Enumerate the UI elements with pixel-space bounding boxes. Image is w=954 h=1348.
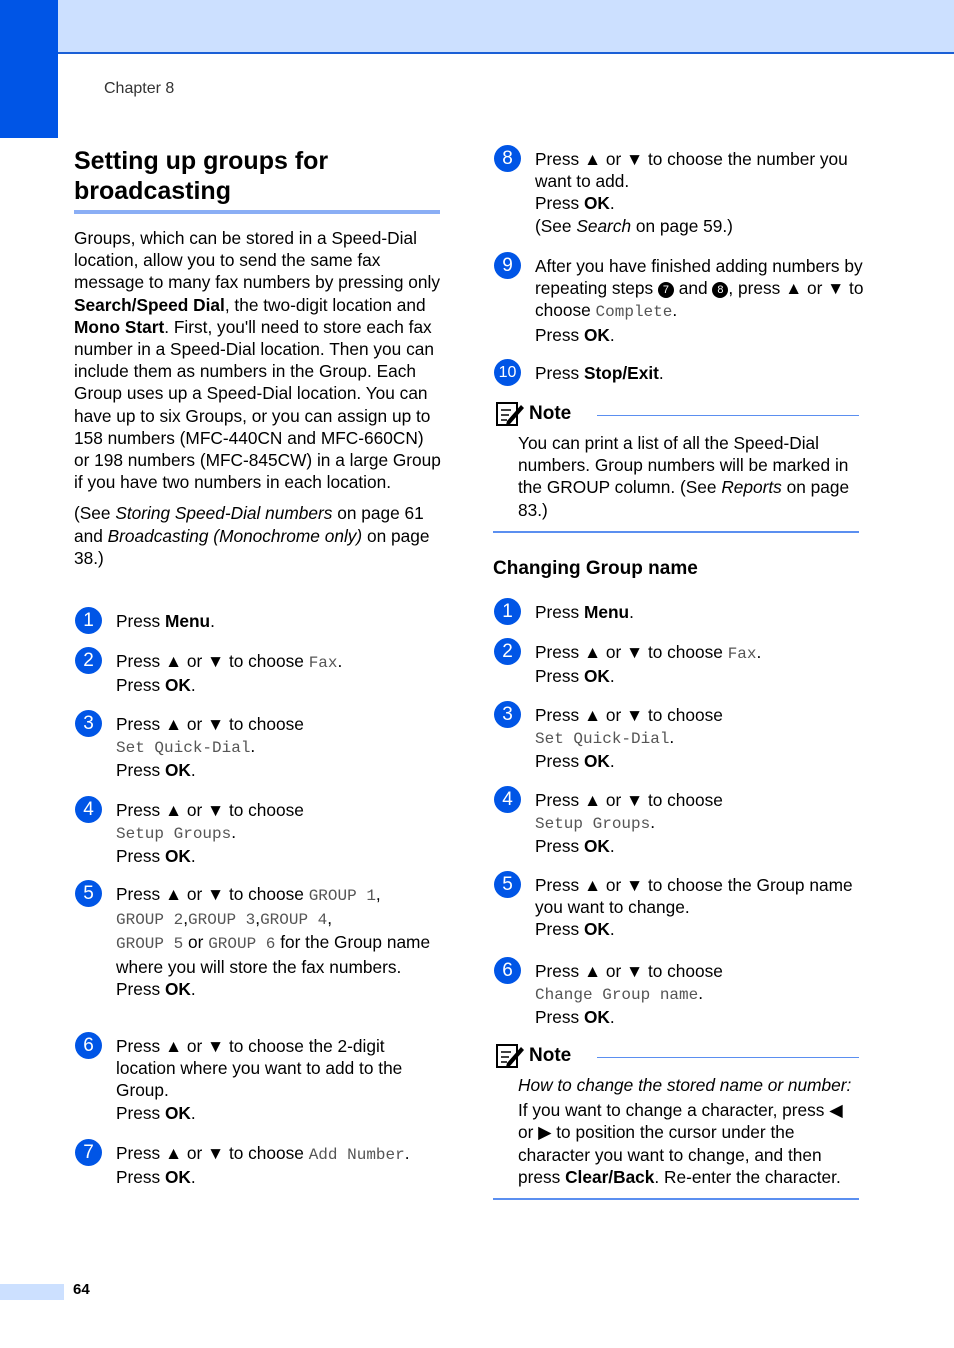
note-rule [597, 1057, 859, 1058]
step-number: 6 [75, 1032, 102, 1059]
note-label: Note [529, 1045, 572, 1066]
page-title: Setting up groups for broadcasting [74, 147, 329, 205]
title-rule [74, 210, 440, 214]
left-step-3: 3 Press ▲ or ▼ to choose Set Quick-Dial. Press OK. [116, 713, 446, 782]
section-subtitle: Changing Group name [493, 558, 698, 579]
note-rule [597, 415, 859, 416]
step-number: 6 [494, 957, 521, 984]
step-number: 3 [75, 710, 102, 737]
step-number: 5 [75, 880, 102, 907]
step-number: 4 [75, 796, 102, 823]
step-number: 7 [75, 1139, 102, 1166]
intro-paragraph: Groups, which can be stored in a Speed-Dial location, allow you to send the same fax message to many fax numbers by pressing only Search/Speed Dial, the two-digit location and Mono Start. First, you'll need to store each fax number in a Speed-Dial location. Then you can include them as numbers in the Group. Each Group uses up a Speed-Dial location. You can have up to six Groups, or you can assign up to 158 numbers (MFC-440CN and MFC-660CN) or 198 numbers (MFC-845CW) in a large Group if you have two numbers in each location. [74, 228, 441, 493]
step-ref-8: 8 [712, 282, 728, 298]
right-step-3: 3 Press ▲ or ▼ to choose Set Quick-Dial. Press OK. [535, 704, 865, 773]
right-step-9: 9 After you have finished adding numbers by repeating steps 7 and 8 , press ▲ or ▼ to choose Complete. Press OK. [535, 255, 865, 346]
step-number: 5 [494, 871, 521, 898]
footer-bar [0, 1284, 64, 1300]
step-number: 1 [75, 607, 102, 634]
intro [74, 227, 442, 569]
note-print-list [493, 400, 859, 533]
right-step-4: 4 Press ▲ or ▼ to choose Setup Groups. Press OK. [535, 789, 865, 858]
chapter-label: Chapter 8 [104, 80, 175, 97]
left-step-1: 1 Press Menu. [116, 610, 446, 632]
page-number: 64 [73, 1281, 90, 1298]
step-number: 4 [494, 786, 521, 813]
chapter-tab [0, 0, 58, 138]
step-number: 3 [494, 701, 521, 728]
right-step-8: 8 Press ▲ or ▼ to choose the number you want to add. Press OK. (See Search on page 59.) [535, 148, 865, 237]
right-step-5: 5 Press ▲ or ▼ to choose the Group name you want to change. Press OK. [535, 874, 865, 941]
left-step-6: 6 Press ▲ or ▼ to choose the 2-digit location where you want to add to the Group. Press OK. [116, 1035, 446, 1124]
right-step-10: 10 Press Stop/Exit. [535, 362, 865, 384]
step-ref-7: 7 [658, 282, 674, 298]
note-heading: How to change the stored name or number: [518, 1075, 852, 1095]
step-number: 2 [75, 647, 102, 674]
note-pencil-icon [495, 1041, 525, 1071]
note-bottom-rule [493, 1198, 859, 1200]
right-step-2: 2 Press ▲ or ▼ to choose Fax. Press OK. [535, 641, 865, 687]
step-number: 9 [494, 252, 521, 279]
step-number: 8 [494, 145, 521, 172]
step-number: 10 [494, 359, 521, 386]
left-step-4: 4 Press ▲ or ▼ to choose Setup Groups. Press OK. [116, 799, 446, 868]
note-text: You can print a list of all the Speed-Dial numbers. Group numbers will be marked in the GROUP column. (See Reports on page 83.) [518, 433, 850, 520]
right-step-6: 6 Press ▲ or ▼ to choose Change Group name. Press OK. [535, 960, 865, 1029]
right-step-1: 1 Press Menu. [535, 601, 865, 623]
left-step-5: 5 Press ▲ or ▼ to choose GROUP 1, GROUP 2,GROUP 3,GROUP 4, GROUP 5 or GROUP 6 for the Group name where you will store the fax numbers. Press OK. [116, 883, 446, 1000]
step-number: 1 [494, 598, 521, 625]
left-step-7: 7 Press ▲ or ▼ to choose Add Number. Press OK. [116, 1142, 446, 1188]
header-bar [0, 0, 954, 54]
note-label: Note [529, 403, 572, 424]
see-also-paragraph: (See Storing Speed-Dial numbers on page 61 and Broadcasting (Monochrome only) on page 38.) [74, 503, 430, 568]
left-step-2: 2 Press ▲ or ▼ to choose Fax. Press OK. [116, 650, 446, 696]
step-number: 2 [494, 638, 521, 665]
note-change-name [493, 1042, 859, 1200]
note-pencil-icon [495, 399, 525, 429]
note-bottom-rule [493, 531, 859, 533]
note-text: If you want to change a character, press ◀ or ▶ to position the cursor under the character you want to change, and then press Clear/Back. Re-enter the character. [518, 1100, 843, 1187]
